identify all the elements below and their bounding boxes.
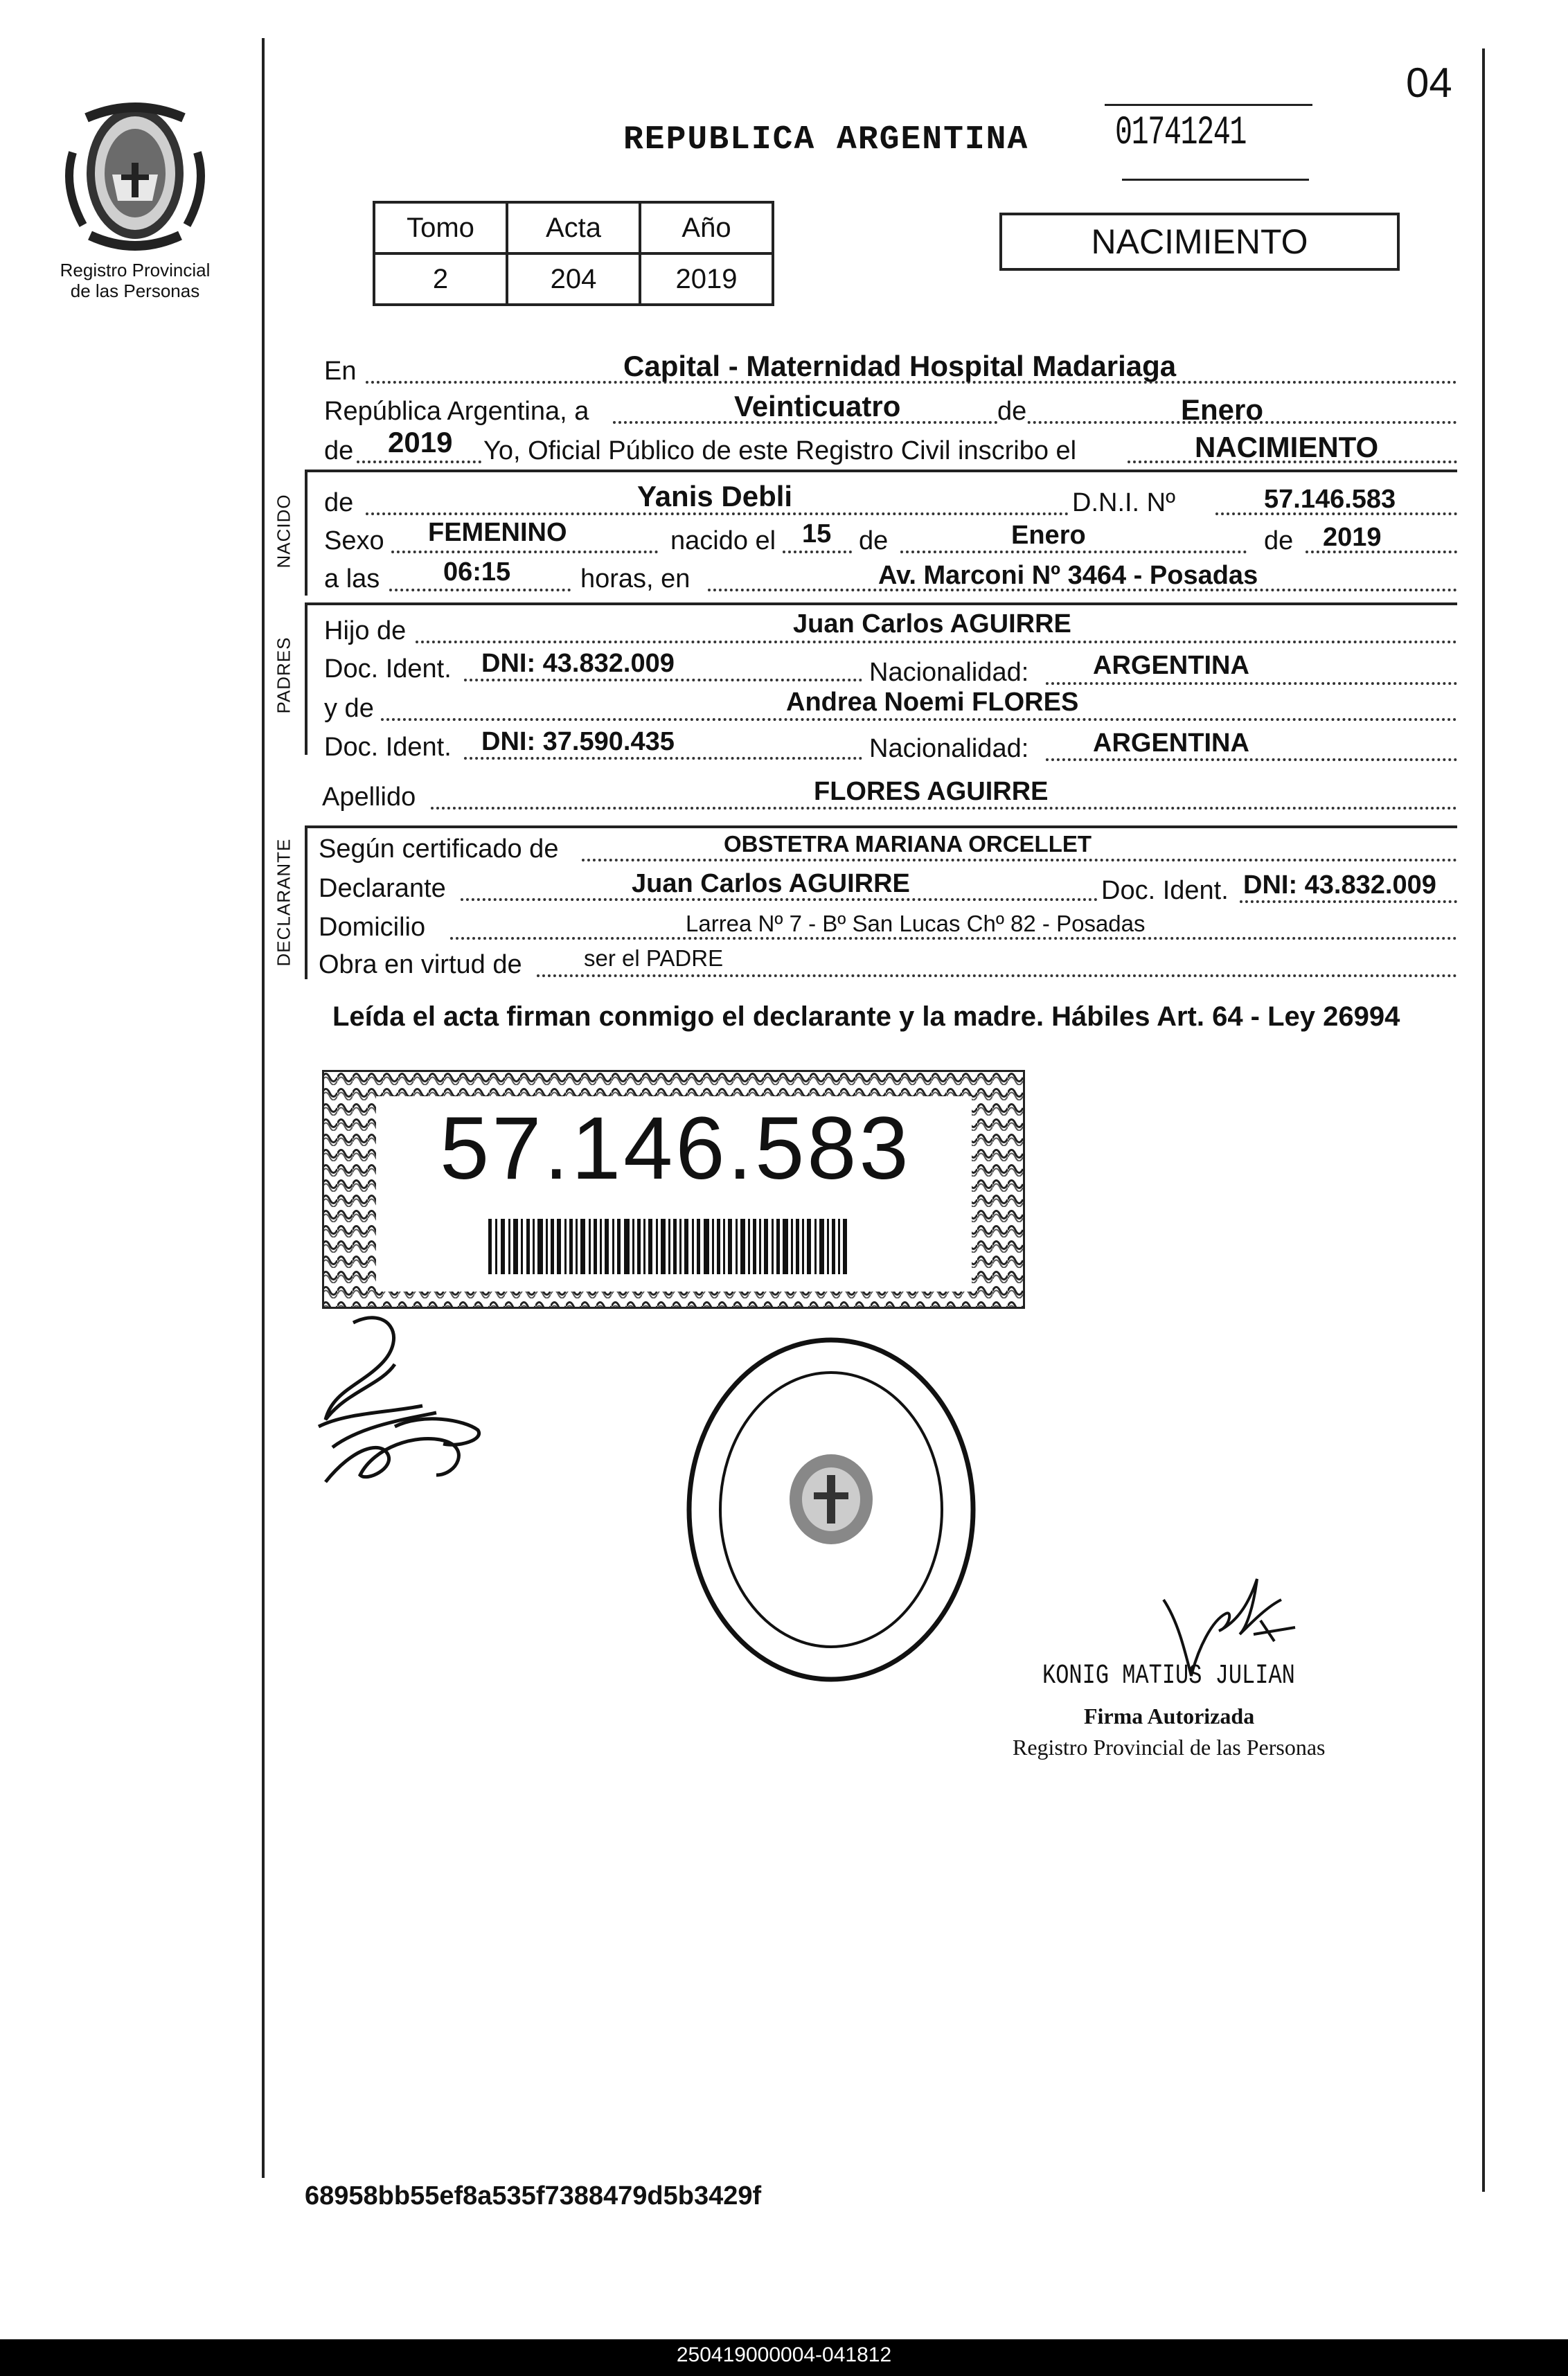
birth-day: 15	[802, 519, 832, 548]
dotted-line	[900, 551, 1247, 553]
stamp-outer-text	[720, 1679, 942, 1680]
label-de-year2: de	[1264, 526, 1294, 555]
document-hash: 68958bb55ef8a535f7388479d5b3429f	[305, 2181, 762, 2210]
section-divider	[305, 604, 308, 755]
year-value: 2019	[388, 426, 453, 458]
birth-time: 06:15	[443, 557, 511, 587]
inscribe-value: NACIMIENTO	[1195, 431, 1379, 463]
province-coat-of-arms-icon	[48, 97, 222, 256]
label-apellido: Apellido	[322, 783, 416, 812]
record-table	[373, 201, 774, 306]
section-label-declarante: DECLARANTE	[273, 838, 294, 967]
birth-month: Enero	[1011, 521, 1086, 550]
record-table-cell: 2	[374, 253, 507, 305]
declarante-doc: DNI: 43.832.009	[1243, 870, 1436, 900]
serial-number: 01741241	[1115, 111, 1246, 156]
record-table-header: Tomo	[374, 202, 507, 253]
dotted-line	[431, 807, 1457, 810]
record-table-header: Año	[640, 202, 773, 253]
registry-logo	[48, 97, 222, 305]
mother-doc: DNI: 37.590.435	[481, 727, 675, 756]
label-declarante: Declarante	[319, 874, 446, 903]
record-table-header: Acta	[507, 202, 640, 253]
dotted-line	[391, 551, 658, 553]
child-name: Yanis Debli	[637, 480, 793, 512]
record-table-cell: 204	[507, 253, 640, 305]
dotted-line	[1240, 900, 1457, 903]
dotted-line	[537, 974, 1457, 977]
birth-year: 2019	[1323, 523, 1382, 552]
page-number: 04	[1406, 60, 1452, 106]
logo-caption-line2: de las Personas	[70, 280, 200, 301]
mother-name: Andrea Noemi FLORES	[786, 688, 1079, 717]
father-name: Juan Carlos AGUIRRE	[793, 609, 1071, 638]
section-divider	[305, 471, 308, 596]
dotted-line	[464, 679, 862, 681]
dotted-line	[381, 718, 1457, 721]
label-inscribe: Yo, Oficial Público de este Registro Civil inscribo el	[483, 436, 1077, 465]
left-margin-line	[262, 38, 265, 2178]
dotted-line	[450, 937, 1457, 940]
signatory-role: Firma Autorizada	[1084, 1704, 1255, 1729]
dotted-line	[464, 757, 862, 760]
label-doc-ident-declarante: Doc. Ident.	[1101, 876, 1229, 905]
official-stamp-icon	[675, 1330, 987, 1690]
label-segun-certificado: Según certificado de	[319, 834, 559, 864]
label-sexo: Sexo	[324, 526, 384, 555]
label-en: En	[324, 357, 357, 386]
dotted-line	[416, 641, 1457, 643]
label-a-las: a las	[324, 564, 380, 593]
dotted-line	[1046, 682, 1457, 685]
certificado-value: OBSTETRA MARIANA ORCELLET	[724, 831, 1092, 857]
label-obra-en-virtud: Obra en virtud de	[319, 950, 522, 979]
apellido-value: FLORES AGUIRRE	[814, 777, 1049, 806]
label-doc-ident-mother: Doc. Ident.	[324, 733, 452, 762]
dni-sticker	[322, 1070, 1025, 1309]
label-domicilio: Domicilio	[319, 913, 426, 942]
dotted-line	[582, 859, 1457, 861]
declarant-signature-icon	[305, 1309, 513, 1517]
record-table-cell: 2019	[640, 253, 773, 305]
label-republica: República Argentina, a	[324, 397, 589, 426]
dotted-line	[389, 589, 571, 591]
label-y-de: y de	[324, 694, 374, 723]
section-rule	[305, 825, 1457, 828]
logo-caption-line1: Registro Provincial	[60, 260, 211, 280]
sexo-value: FEMENINO	[428, 518, 567, 547]
stamp-inner-text	[748, 1676, 914, 1677]
record-type-box: NACIMIENTO	[999, 213, 1400, 271]
dotted-line	[357, 461, 481, 463]
label-de-month: de	[859, 526, 889, 555]
label-nacionalidad-father: Nacionalidad:	[869, 658, 1029, 687]
label-horas-en: horas, en	[580, 564, 691, 593]
label-de-year: de	[324, 436, 354, 465]
label-de: de	[997, 397, 1027, 426]
label-dni: D.N.I. Nº	[1072, 488, 1175, 517]
domicilio-value: Larrea Nº 7 - Bº San Lucas Chº 82 - Posadas	[686, 911, 1146, 936]
sticker-dni-number: 57.146.583	[440, 1099, 911, 1198]
label-hijo-de: Hijo de	[324, 616, 407, 645]
declarante-name: Juan Carlos AGUIRRE	[632, 869, 910, 898]
page-title: REPUBLICA ARGENTINA	[623, 121, 1029, 159]
label-nacionalidad-mother: Nacionalidad:	[869, 734, 1029, 763]
signatory-name: KONIG MATIUS JULIAN	[1042, 1661, 1295, 1692]
label-de-name: de	[324, 488, 354, 517]
section-rule	[305, 470, 1457, 472]
father-nationality: ARGENTINA	[1093, 651, 1249, 680]
dotted-line	[783, 551, 852, 553]
section-label-padres: PADRES	[273, 636, 294, 714]
serial-underline	[1122, 179, 1309, 181]
section-rule	[305, 602, 1457, 605]
signatory-org: Registro Provincial de las Personas	[1013, 1735, 1326, 1760]
top-small-rule	[1105, 104, 1312, 106]
footer-code: 250419000004-041812	[676, 2343, 892, 2366]
section-divider	[305, 827, 308, 979]
dotted-line	[1046, 758, 1457, 761]
day-words: Veinticuatro	[734, 390, 901, 422]
label-nacido-el: nacido el	[670, 526, 776, 555]
place-value: Capital - Maternidad Hospital Madariaga	[623, 350, 1177, 382]
child-dni: 57.146.583	[1264, 485, 1396, 514]
label-doc-ident-father: Doc. Ident.	[324, 654, 452, 684]
obra-value: ser el PADRE	[584, 945, 724, 971]
right-margin-line	[1482, 48, 1485, 2192]
month-value: Enero	[1181, 393, 1264, 426]
birth-address: Av. Marconi Nº 3464 - Posadas	[878, 561, 1258, 590]
father-doc: DNI: 43.832.009	[481, 649, 675, 678]
section-label-nacido: NACIDO	[273, 494, 294, 569]
mother-nationality: ARGENTINA	[1093, 729, 1249, 758]
closing-statement: Leída el acta firman conmigo el declarante y la madre. Hábiles Art. 64 - Ley 26994	[332, 1001, 1400, 1032]
